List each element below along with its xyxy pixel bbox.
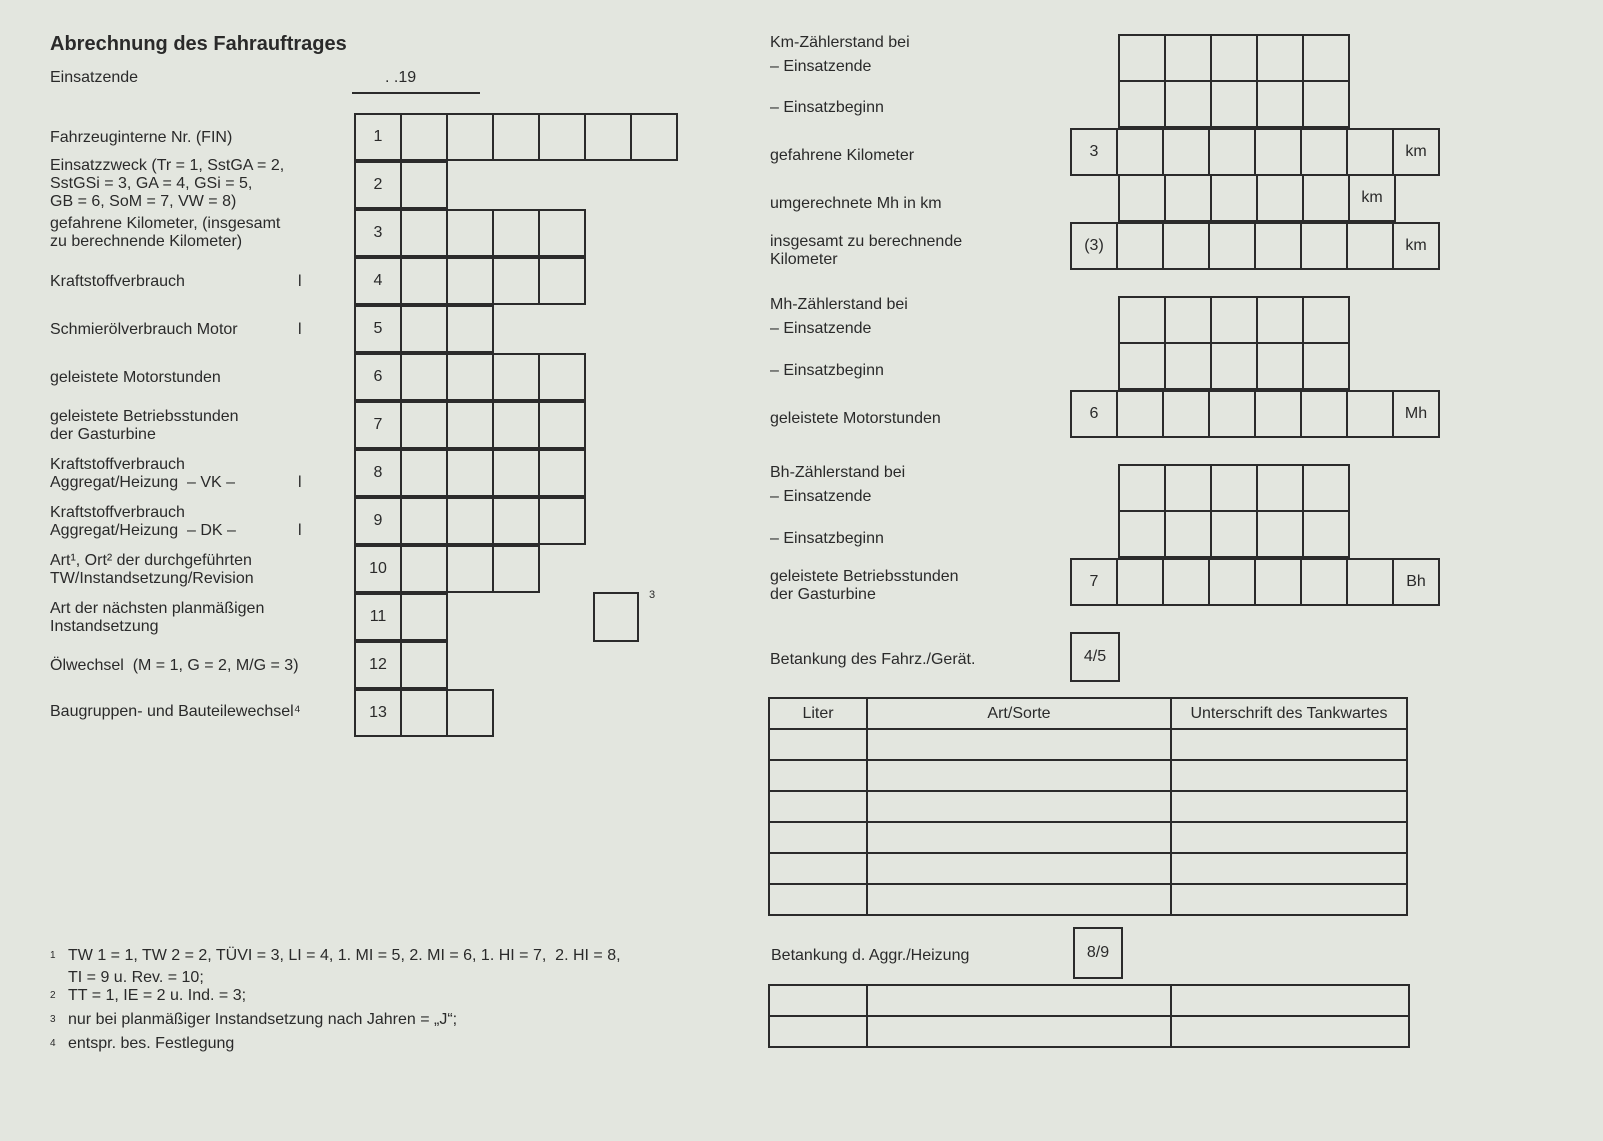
entry-cell[interactable] (1346, 390, 1394, 438)
field-number-cell: 7 (354, 401, 402, 449)
field-number-cell: 13 (354, 689, 402, 737)
entry-cell[interactable] (1302, 464, 1350, 512)
footnote-1-num: 1 (50, 950, 56, 961)
km-begin-label: – Einsatzbeginn (770, 99, 884, 116)
footnote-3 (50, 1009, 457, 1031)
entry-cell[interactable] (446, 689, 494, 737)
entry-cell[interactable] (1300, 390, 1348, 438)
entry-cell[interactable] (492, 497, 540, 545)
entry-cell[interactable] (1254, 222, 1302, 270)
entry-cell[interactable] (446, 209, 494, 257)
entry-cell[interactable] (1256, 296, 1304, 344)
field-number-cell: 2 (354, 161, 402, 209)
cell-row (1118, 80, 1350, 128)
entry-cell[interactable] (446, 449, 494, 497)
entry-cell[interactable] (1256, 510, 1304, 558)
km-converted-row (1118, 174, 1396, 222)
bh-done-label: geleistete Betriebsstunden der Gasturbine (770, 568, 959, 603)
field-number-cell: (3) (1070, 222, 1118, 270)
entry-cell[interactable] (400, 161, 448, 209)
mh-counter-grid (1118, 296, 1350, 390)
entry-cell[interactable] (1118, 34, 1166, 82)
km-total-row (1070, 222, 1440, 270)
footnote-1 (50, 945, 621, 989)
field-cells-9 (354, 497, 586, 545)
field-label-2: Einsatzzweck (Tr = 1, SstGA = 2, SstGSi = 3, GA = 4, GSi = 5, GB = 6, SoM = 7, VW = 8) (50, 157, 285, 210)
field-cells-11 (354, 593, 448, 641)
entry-cell[interactable] (446, 353, 494, 401)
entry-cell[interactable] (1164, 174, 1212, 222)
field-label-12: Ölwechsel (M = 1, G = 2, M/G = 3) (50, 657, 299, 674)
field-cells-6 (354, 353, 586, 401)
entry-cell[interactable] (1302, 342, 1350, 390)
entry-cell[interactable] (1302, 296, 1350, 344)
unit-cell: km (1392, 128, 1440, 176)
field-cells-7 (354, 401, 586, 449)
entry-cell[interactable] (492, 113, 540, 161)
entry-cell[interactable] (1208, 222, 1256, 270)
mh-end-label: – Einsatzende (770, 320, 872, 337)
form-title: Abrechnung des Fahrauftrages (50, 33, 347, 55)
field-cells-12 (354, 641, 448, 689)
field-cells-2 (354, 161, 448, 209)
entry-cell[interactable] (400, 545, 448, 593)
mh-done-row (1070, 390, 1440, 438)
entry-cell[interactable] (1116, 222, 1164, 270)
entry-cell[interactable] (1162, 128, 1210, 176)
table-row[interactable] (769, 985, 1409, 1016)
table-row[interactable] (769, 822, 1407, 853)
km-header: Km-Zählerstand bei (770, 34, 910, 51)
unit-cell: km (1392, 222, 1440, 270)
field-number-cell: 8 (354, 449, 402, 497)
field-unit-8: l (298, 474, 302, 491)
footnote-4-text: entspr. bes. Festlegung (68, 1035, 235, 1052)
field-number-cell: 6 (354, 353, 402, 401)
entry-cell[interactable] (1302, 34, 1350, 82)
entry-cell[interactable] (538, 353, 586, 401)
entry-cell[interactable] (1210, 296, 1258, 344)
bh-end-label: – Einsatzende (770, 488, 872, 505)
entry-cell[interactable] (1254, 128, 1302, 176)
footnote-3-num: 3 (50, 1014, 56, 1025)
einsatzende-label: Einsatzende (50, 69, 139, 86)
field-label-4: Kraftstoffverbrauch (50, 273, 185, 290)
entry-cell[interactable] (492, 449, 540, 497)
entry-cell[interactable] (584, 113, 632, 161)
entry-cell[interactable] (1210, 174, 1258, 222)
entry-cell[interactable] (446, 113, 494, 161)
cell-row (1118, 34, 1350, 82)
cell-row (1070, 390, 1440, 438)
field-label-7: geleistete Betriebsstunden der Gasturbine (50, 408, 239, 443)
km-end-label: – Einsatzende (770, 58, 872, 75)
table-row[interactable] (769, 760, 1407, 791)
fuel-aggr-label: Betankung d. Aggr./Heizung (771, 947, 970, 964)
entry-cell[interactable] (1256, 34, 1304, 82)
date-underline (352, 92, 480, 94)
entry-cell[interactable] (1210, 80, 1258, 128)
field-number-cell: 9 (354, 497, 402, 545)
fuel-vehicle-table (768, 697, 1408, 916)
entry-cell[interactable] (538, 257, 586, 305)
entry-cell[interactable] (538, 401, 586, 449)
entry-cell[interactable] (400, 209, 448, 257)
entry-cell[interactable] (400, 257, 448, 305)
entry-cell[interactable] (446, 401, 494, 449)
field-label-1: Fahrzeuginterne Nr. (FIN) (50, 129, 233, 146)
entry-cell[interactable] (1210, 34, 1258, 82)
entry-cell[interactable] (1162, 222, 1210, 270)
footnote-1-text: TW 1 = 1, TW 2 = 2, TÜVI = 3, LI = 4, 1. MI = 5, 2. MI = 6, 1. HI = 7, 2. HI = 8, TI = 9 u. Rev. = 10; (68, 947, 621, 986)
field-cells-3 (354, 209, 586, 257)
entry-cell[interactable] (1346, 222, 1394, 270)
bh-header: Bh-Zählerstand bei (770, 464, 906, 481)
cell-row (1070, 222, 1440, 270)
entry-cell[interactable] (1164, 464, 1212, 512)
field-label-3: gefahrene Kilometer, (insgesamt zu berechnende Kilometer) (50, 215, 281, 250)
col-unterschrift: Unterschrift des Tankwartes (1171, 698, 1407, 729)
field-cells-5 (354, 305, 494, 353)
field-cells-10 (354, 545, 540, 593)
field-number-cell: 3 (1070, 128, 1118, 176)
unit-cell: Bh (1392, 558, 1440, 606)
entry-cell[interactable] (1208, 128, 1256, 176)
entry-cell[interactable] (492, 401, 540, 449)
footnote-2 (50, 985, 246, 1007)
field-number-cell: 10 (354, 545, 402, 593)
entry-cell[interactable] (1300, 558, 1348, 606)
col-liter: Liter (769, 698, 867, 729)
entry-cell[interactable] (1302, 80, 1350, 128)
bh-done-row (1070, 558, 1440, 606)
entry-cell[interactable] (492, 209, 540, 257)
table-header-row (769, 698, 1407, 729)
entry-cell[interactable] (1116, 128, 1164, 176)
km-counter-grid (1118, 34, 1350, 128)
entry-cell[interactable] (400, 497, 448, 545)
col-art-sorte: Art/Sorte (867, 698, 1171, 729)
entry-cell[interactable] (1164, 34, 1212, 82)
cell-row (1070, 128, 1440, 176)
entry-cell[interactable] (1118, 464, 1166, 512)
fuel-aggr-table (768, 984, 1410, 1048)
field-label-10: Art¹, Ort² der durchgeführten TW/Instandsetzung/Revision (50, 552, 254, 587)
entry-cell[interactable] (1164, 510, 1212, 558)
field-cells-13 (354, 689, 494, 737)
entry-cell[interactable] (538, 113, 586, 161)
cell-row (1118, 464, 1350, 512)
entry-cell[interactable] (1164, 342, 1212, 390)
table-row[interactable] (769, 791, 1407, 822)
entry-cell[interactable] (538, 497, 586, 545)
entry-cell[interactable] (492, 353, 540, 401)
cell-row (1118, 174, 1396, 222)
fuel-vehicle-code: 4/5 (1070, 632, 1120, 682)
entry-cell[interactable] (400, 689, 448, 737)
entry-cell[interactable] (1118, 296, 1166, 344)
field-cells-1 (354, 113, 678, 161)
entry-cell[interactable] (1254, 558, 1302, 606)
entry-cell[interactable] (1300, 128, 1348, 176)
field-number-cell: 12 (354, 641, 402, 689)
field-number-cell: 11 (354, 593, 402, 641)
entry-cell[interactable] (1116, 558, 1164, 606)
unit-cell: Mh (1392, 390, 1440, 438)
entry-cell[interactable] (1210, 464, 1258, 512)
field-number-cell: 5 (354, 305, 402, 353)
entry-cell[interactable] (1256, 464, 1304, 512)
entry-cell[interactable] (446, 257, 494, 305)
entry-cell[interactable] (1256, 342, 1304, 390)
entry-cell[interactable] (1210, 510, 1258, 558)
entry-cell[interactable] (400, 449, 448, 497)
entry-cell[interactable] (1254, 390, 1302, 438)
footnote-2-text: TT = 1, IE = 2 u. Ind. = 3; (68, 987, 247, 1004)
entry-cell[interactable] (400, 113, 448, 161)
entry-cell[interactable] (1302, 510, 1350, 558)
table-row[interactable] (769, 884, 1407, 915)
entry-cell[interactable] (630, 113, 678, 161)
entry-cell[interactable] (446, 497, 494, 545)
field-label-13: Baugruppen- und Bauteilewechsel⁴ (50, 703, 301, 720)
entry-cell[interactable] (1256, 174, 1304, 222)
next-repair-box[interactable] (593, 592, 639, 642)
footnote-3-text: nur bei planmäßiger Instandsetzung nach Jahren = „J“; (68, 1011, 458, 1028)
entry-cell[interactable] (492, 545, 540, 593)
cell-row (1118, 296, 1350, 344)
footnote-2-num: 2 (50, 990, 56, 1001)
cell-row (1070, 558, 1440, 606)
entry-cell[interactable] (400, 401, 448, 449)
table-row[interactable] (769, 853, 1407, 884)
field-label-6: geleistete Motorstunden (50, 369, 221, 386)
entry-cell[interactable] (400, 641, 448, 689)
field-number-cell: 1 (354, 113, 402, 161)
table-row[interactable] (769, 729, 1407, 760)
field-cells-4 (354, 257, 586, 305)
field-label-9: Kraftstoffverbrauch Aggregat/Heizung – DK – (50, 504, 236, 539)
entry-cell[interactable] (446, 305, 494, 353)
mh-header: Mh-Zählerstand bei (770, 296, 908, 313)
entry-cell[interactable] (1164, 296, 1212, 344)
field-number-cell: 4 (354, 257, 402, 305)
mh-begin-label: – Einsatzbeginn (770, 362, 884, 379)
bh-begin-label: – Einsatzbeginn (770, 530, 884, 547)
field-number-cell: 7 (1070, 558, 1118, 606)
entry-cell[interactable] (538, 209, 586, 257)
entry-cell[interactable] (1346, 558, 1394, 606)
entry-cell[interactable] (1118, 342, 1166, 390)
entry-cell[interactable] (1118, 510, 1166, 558)
entry-cell[interactable] (1116, 390, 1164, 438)
km-converted-label: umgerechnete Mh in km (770, 195, 942, 212)
entry-cell[interactable] (1208, 390, 1256, 438)
footnote-4 (50, 1033, 234, 1055)
field-label-8: Kraftstoffverbrauch Aggregat/Heizung – VK – (50, 456, 236, 491)
entry-cell[interactable] (1256, 80, 1304, 128)
unit-cell: km (1348, 174, 1396, 222)
entry-cell[interactable] (1300, 222, 1348, 270)
entry-cell[interactable] (1208, 558, 1256, 606)
field-unit-9: l (298, 522, 302, 539)
entry-cell[interactable] (1164, 80, 1212, 128)
entry-cell[interactable] (1210, 342, 1258, 390)
field-cells-8 (354, 449, 586, 497)
entry-cell[interactable] (400, 353, 448, 401)
field-label-11: Art der nächsten planmäßigen Instandsetzung (50, 600, 265, 635)
entry-cell[interactable] (400, 305, 448, 353)
field-number-cell: 3 (354, 209, 402, 257)
field-unit-5: l (298, 321, 302, 338)
footnote-3-mark: 3 (649, 589, 656, 601)
km-driven-label: gefahrene Kilometer (770, 147, 915, 164)
cell-row (1118, 342, 1350, 390)
entry-cell[interactable] (1118, 174, 1166, 222)
cell-row (1118, 510, 1350, 558)
entry-cell[interactable] (1162, 390, 1210, 438)
entry-cell[interactable] (538, 449, 586, 497)
entry-cell[interactable] (1346, 128, 1394, 176)
table-row[interactable] (769, 1016, 1409, 1047)
entry-cell[interactable] (400, 593, 448, 641)
entry-cell[interactable] (492, 257, 540, 305)
bh-counter-grid (1118, 464, 1350, 558)
field-label-5: Schmierölverbrauch Motor (50, 321, 238, 338)
field-unit-4: l (298, 273, 302, 290)
footnote-4-num: 4 (50, 1038, 56, 1049)
entry-cell[interactable] (1118, 80, 1166, 128)
entry-cell[interactable] (1162, 558, 1210, 606)
km-driven-row (1070, 128, 1440, 176)
fuel-aggr-code: 8/9 (1073, 927, 1123, 979)
einsatzende-date: . .19 (385, 69, 417, 86)
mh-done-label: geleistete Motorstunden (770, 410, 941, 427)
fuel-vehicle-label: Betankung des Fahrz./Gerät. (770, 651, 976, 668)
entry-cell[interactable] (446, 545, 494, 593)
km-total-label: insgesamt zu berechnende Kilometer (770, 233, 963, 268)
entry-cell[interactable] (1302, 174, 1350, 222)
field-number-cell: 6 (1070, 390, 1118, 438)
